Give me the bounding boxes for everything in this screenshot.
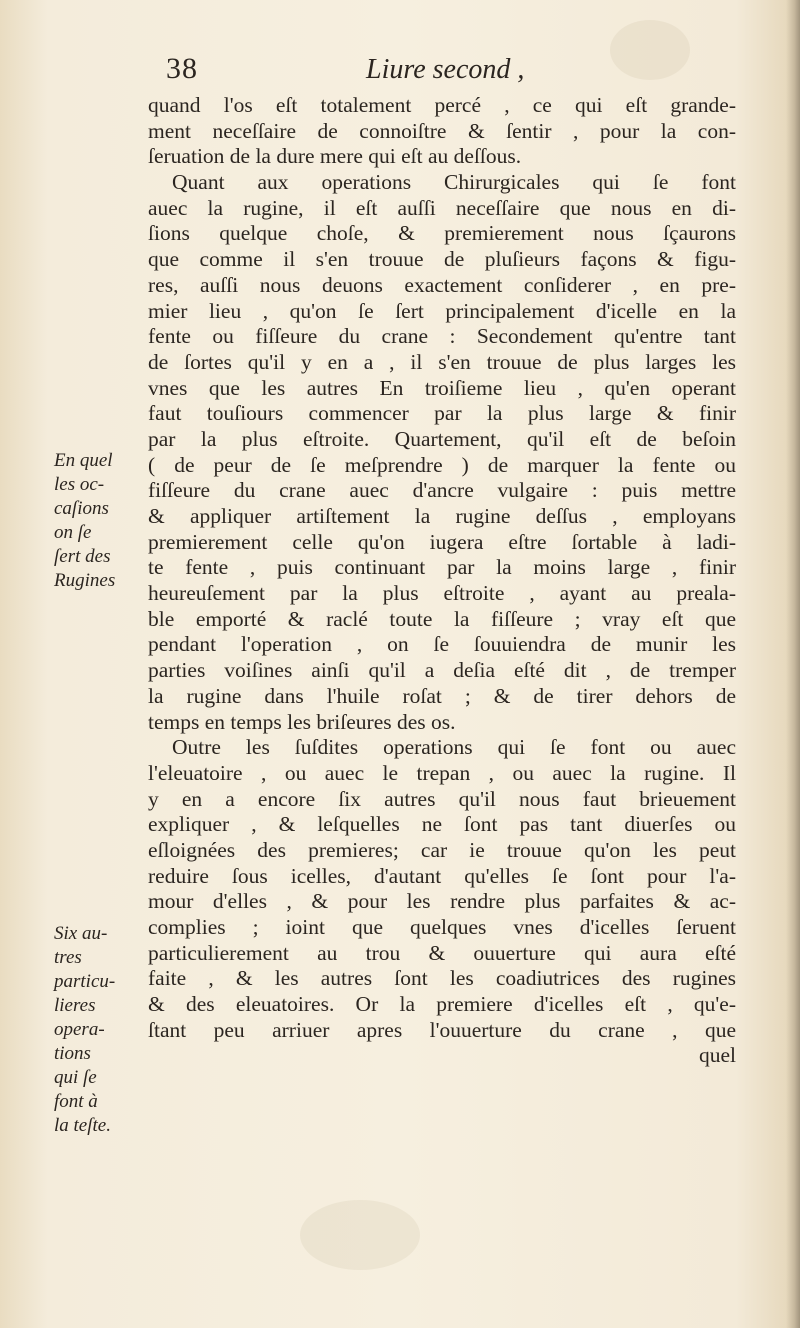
text-line: expliquer , & leſquelles ne ſont pas tant diuerſes ou bbox=[148, 812, 736, 837]
main-text bbox=[148, 93, 736, 1069]
text-line: particulierement au trou & ouuerture qui aura eſté bbox=[148, 940, 736, 965]
text-line: la rugine dans l'huile roſat ; & de tirer dehors de bbox=[148, 683, 736, 708]
margin-note-line: En quel bbox=[54, 450, 113, 471]
text-line: par la plus eſtroite. Quartement, qu'il eſt de beſoin bbox=[148, 426, 736, 451]
text-line: premierement celle qu'on iugera eſtre ſortable à ladi- bbox=[148, 529, 736, 554]
text-line: reduire ſous icelles, d'autant qu'elles ſe ſont pour l'a- bbox=[148, 863, 736, 888]
margin-note-line: Six au- bbox=[54, 923, 108, 944]
margin-note-line: qui ſe bbox=[54, 1067, 97, 1088]
text-line: quand l'os eſt totalement percé , ce qui eſt grande- bbox=[148, 93, 736, 117]
text-line: faite , & les autres ſont les coadiutrices des rugines bbox=[148, 966, 736, 991]
text-line: ment neceſſaire de connoiſtre & ſentir , pour la con- bbox=[148, 118, 736, 143]
margin-note-line: particu- bbox=[54, 971, 116, 992]
margin-note-line: les oc- bbox=[54, 474, 105, 495]
text-line: ſeruation de la dure mere qui eſt au deſſous. bbox=[148, 144, 522, 169]
text-line: de ſortes qu'il y en a , il s'en trouue de plus larges les bbox=[148, 349, 736, 374]
margin-note bbox=[54, 922, 144, 1138]
margin-note-line: on ſe bbox=[54, 522, 92, 543]
margin-note-line: tres bbox=[54, 947, 82, 968]
running-head: Liure second , bbox=[366, 54, 525, 85]
margin-note-line: Rugines bbox=[54, 570, 116, 591]
page-header bbox=[148, 52, 728, 92]
text-line: eſloignées des premieres; car ie trouue qu'on les peut bbox=[148, 837, 736, 862]
text-line: vnes que les autres En troiſieme lieu , qu'en operant bbox=[148, 375, 736, 400]
page-number: 38 bbox=[166, 52, 198, 85]
page-edge-shadow bbox=[786, 0, 800, 1328]
text-line: que comme il s'en trouue de pluſieurs façons & figu- bbox=[148, 247, 736, 272]
text-line: parties voiſines ainſi qu'il a deſia eſté dit , de tremper bbox=[148, 658, 736, 683]
text-line: Quant aux operations Chirurgicales qui ſe font bbox=[172, 170, 736, 195]
text-line: fente ou fiſſeure du crane : Secondement qu'entre tant bbox=[148, 324, 736, 349]
text-line: te fente , puis continuant par la moins large , finir bbox=[148, 555, 736, 580]
text-line: ( de peur de ſe meſprendre ) de marquer la fente ou bbox=[148, 452, 736, 477]
text-line: mier lieu , qu'on ſe ſert principalement d'icelle en la bbox=[148, 298, 736, 323]
text-line: ble emporté & raclé toute la fiſſeure ; vray eſt que bbox=[148, 606, 736, 631]
text-line: mour d'elles , & pour les rendre plus parfaites & ac- bbox=[148, 889, 736, 914]
text-line: temps en temps les briſeures des os. bbox=[148, 709, 456, 734]
paper-stain bbox=[300, 1200, 420, 1270]
margin-note-line: la teſte. bbox=[54, 1115, 111, 1136]
text-line: faut touſiours commencer par la plus large & finir bbox=[148, 401, 736, 426]
text-line: & des eleuatoires. Or la premiere d'icelles eſt , qu'e- bbox=[148, 992, 736, 1017]
text-line: & appliquer artiſtement la rugine deſſus , employans bbox=[148, 504, 736, 528]
margin-note-line: tions bbox=[54, 1043, 91, 1064]
text-line: quel bbox=[698, 1043, 736, 1068]
text-line: pendant l'operation , on ſe ſouuiendra de munir les bbox=[148, 632, 736, 657]
margin-note-line: lieres bbox=[54, 995, 96, 1016]
text-line: res, auſſi nous deuons exactement conſiderer , en pre- bbox=[148, 272, 736, 297]
text-line: Outre les ſuſdites operations qui ſe font ou auec bbox=[172, 735, 736, 760]
text-line: y en a encore ſix autres qu'il nous faut brieuement bbox=[148, 786, 736, 811]
margin-note-line: opera- bbox=[54, 1019, 105, 1040]
margin-note bbox=[54, 449, 144, 593]
margin-note-line: font à bbox=[54, 1091, 98, 1112]
text-line: l'eleuatoire , ou auec le trepan , ou auec la rugine. Il bbox=[148, 760, 736, 785]
text-line: ſions quelque choſe, & premierement nous ſçaurons bbox=[148, 221, 736, 246]
text-line: ſtant peu arriuer apres l'ouuerture du crane , que bbox=[148, 1017, 736, 1042]
text-line: auec la rugine, il eſt auſſi neceſſaire que nous en di- bbox=[148, 195, 736, 220]
margin-note-line: ſert des bbox=[54, 546, 111, 567]
text-line: fiſſeure du crane auec d'ancre vulgaire : puis mettre bbox=[148, 478, 736, 503]
text-line: heureuſement par la plus eſtroite , ayant au preala- bbox=[148, 581, 736, 606]
margin-note-line: caſions bbox=[54, 498, 109, 519]
text-line: complies ; ioint que quelques vnes d'icelles ſeruent bbox=[148, 915, 736, 939]
